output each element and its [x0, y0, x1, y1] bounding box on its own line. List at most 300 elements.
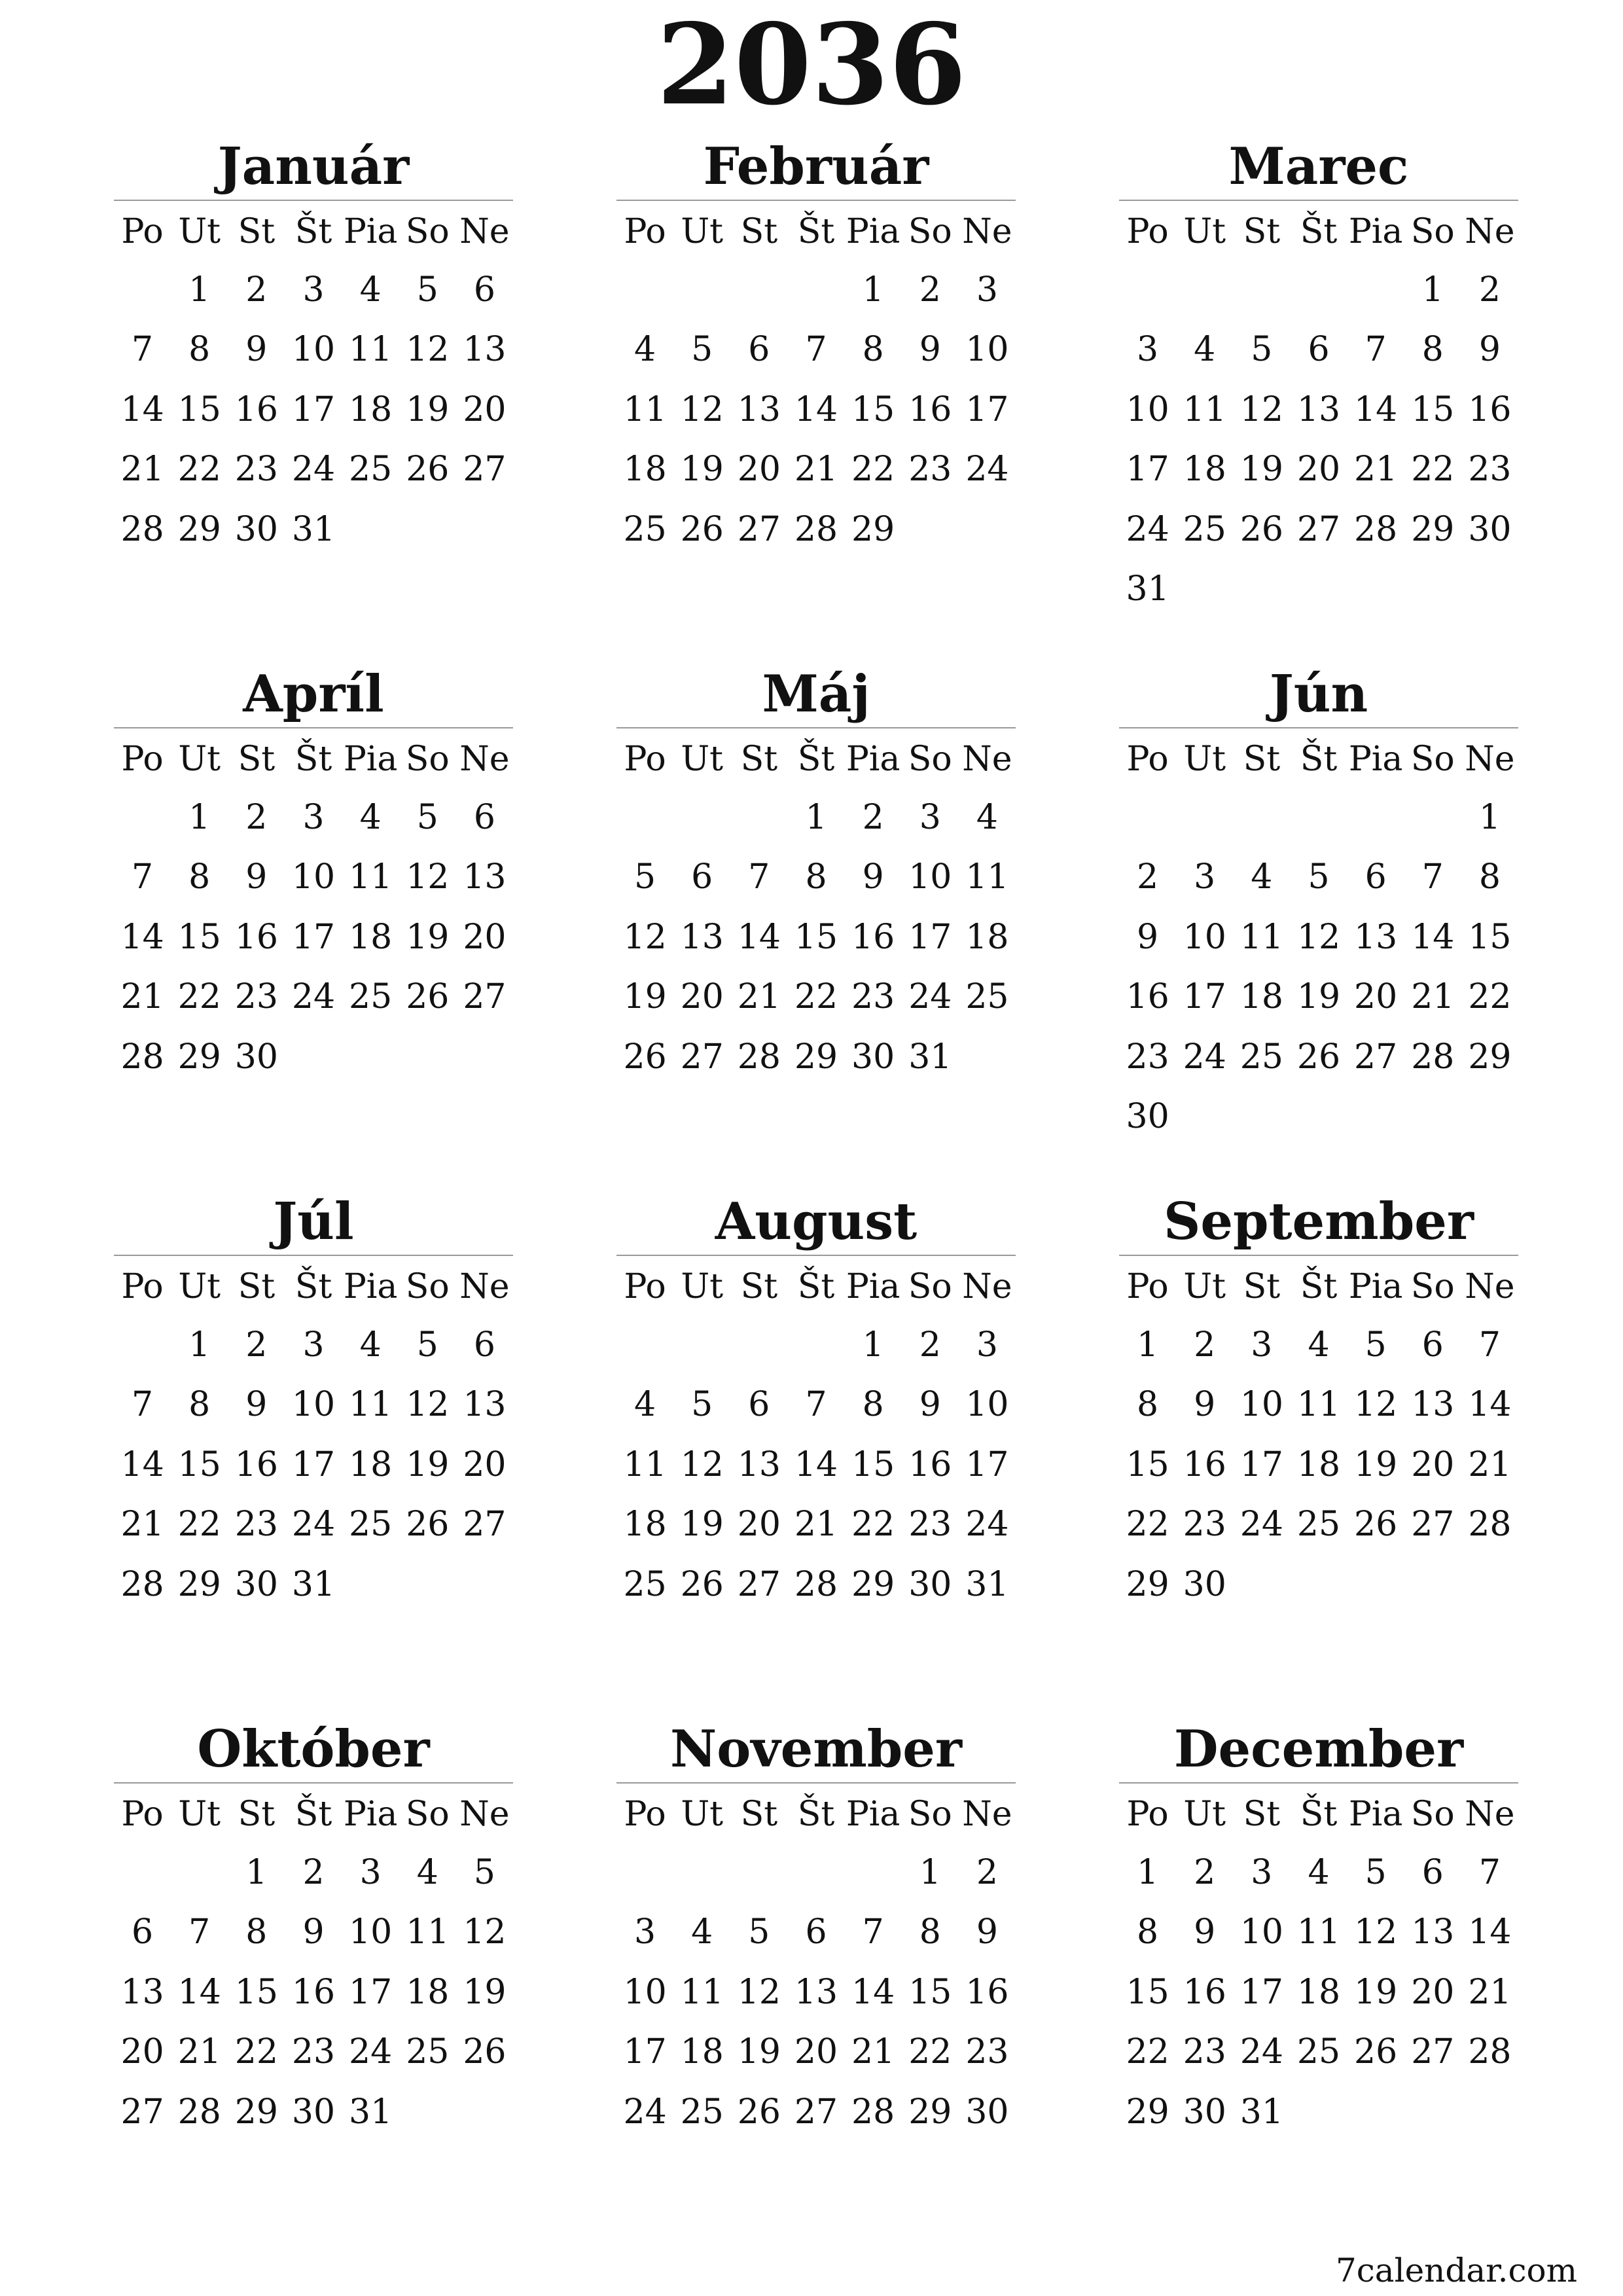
empty-cell	[1404, 560, 1461, 620]
week-row	[1119, 907, 1518, 967]
day-cell: 16	[1183, 1972, 1226, 2012]
month-divider	[616, 200, 1016, 201]
day-cell: 19	[406, 389, 450, 429]
day-cell: 24	[1183, 1037, 1226, 1077]
day-cell: 26	[1354, 1505, 1398, 1545]
day-cell: 12	[623, 917, 667, 957]
weekday-label: St	[1243, 1795, 1281, 1834]
weekday-label: Pia	[343, 1267, 398, 1306]
day-cell: 20	[737, 1505, 781, 1545]
day-cell: 14	[120, 1444, 164, 1484]
week-row	[114, 1903, 513, 1963]
weekday-label: Ut	[1183, 212, 1226, 251]
day-cell: 13	[1354, 917, 1398, 957]
day-cell: 5	[416, 270, 438, 310]
weekday-label: Po	[624, 212, 666, 251]
week-row	[1119, 320, 1518, 380]
day-cell: 9	[302, 1912, 325, 1952]
day-cell: 24	[908, 977, 952, 1017]
day-cell: 29	[1411, 509, 1455, 549]
weekday-label: Št	[1300, 740, 1338, 779]
day-cell: 5	[1364, 1852, 1387, 1892]
day-cell: 5	[1308, 857, 1330, 897]
day-cell: 29	[851, 1564, 895, 1604]
day-cell: 22	[851, 1505, 895, 1545]
week-row	[114, 787, 513, 848]
weekday-label: Ne	[1465, 1795, 1515, 1834]
week-row	[616, 440, 1016, 500]
day-cell: 26	[1354, 2032, 1398, 2072]
day-cell: 8	[188, 1385, 211, 1425]
empty-cell	[730, 1315, 787, 1375]
weekday-label: So	[908, 212, 952, 251]
day-cell: 29	[177, 509, 221, 549]
month-block	[114, 662, 513, 1087]
day-cell: 27	[737, 509, 781, 549]
day-cell: 7	[188, 1912, 211, 1952]
day-cell: 5	[473, 1852, 495, 1892]
day-cell: 29	[1126, 2092, 1169, 2132]
week-row	[114, 499, 513, 560]
day-cell: 9	[1478, 330, 1501, 370]
day-cell: 24	[1126, 509, 1169, 549]
month-divider	[1119, 1782, 1518, 1784]
weekday-label: So	[405, 1795, 450, 1834]
day-cell: 4	[1308, 1852, 1330, 1892]
day-cell: 30	[1183, 1564, 1226, 1604]
day-cell: 30	[234, 1564, 278, 1604]
day-cell: 12	[463, 1912, 507, 1952]
day-cell: 9	[1137, 917, 1159, 957]
day-cell: 6	[473, 270, 495, 310]
weekday-label: Po	[1126, 212, 1169, 251]
day-cell: 1	[862, 270, 884, 310]
weekday-label: Po	[1126, 1267, 1169, 1306]
day-cell: 9	[245, 330, 268, 370]
day-cell: 23	[1183, 1505, 1226, 1545]
day-cell: 2	[1194, 1325, 1216, 1365]
day-cell: 29	[177, 1564, 221, 1604]
day-cell: 8	[1478, 857, 1501, 897]
empty-cell	[114, 1315, 171, 1375]
day-cell: 10	[291, 330, 336, 370]
day-cell: 15	[1468, 917, 1512, 957]
day-cell: 4	[1308, 1325, 1330, 1365]
day-cell: 2	[245, 270, 268, 310]
day-cell: 2	[245, 1325, 268, 1365]
day-cell: 27	[1354, 1037, 1398, 1077]
month-name: Február	[703, 137, 929, 196]
weekday-label: Po	[624, 1267, 666, 1306]
day-cell: 12	[737, 1972, 781, 2012]
week-row	[114, 1495, 513, 1555]
day-cell: 21	[794, 1505, 838, 1545]
day-cell: 13	[463, 1385, 507, 1425]
day-cell: 6	[132, 1912, 154, 1952]
day-cell: 16	[1468, 389, 1512, 429]
weekday-label: Ne	[962, 740, 1012, 779]
month-name: November	[669, 1719, 963, 1779]
week-row	[616, 1027, 1016, 1087]
day-cell: 13	[1296, 389, 1341, 429]
day-cell: 17	[965, 1444, 1009, 1484]
empty-cell	[1233, 1554, 1290, 1615]
day-cell: 5	[691, 1385, 713, 1425]
empty-cell	[1290, 2082, 1347, 2142]
week-row	[616, 2082, 1016, 2142]
day-cell: 4	[976, 797, 998, 837]
day-cell: 3	[976, 270, 998, 310]
day-cell: 17	[1240, 1444, 1283, 1484]
weekday-label: Ut	[681, 1267, 724, 1306]
day-cell: 25	[349, 1505, 393, 1545]
day-cell: 18	[965, 917, 1009, 957]
empty-cell	[342, 499, 399, 560]
day-cell: 18	[349, 917, 393, 957]
empty-cell	[1290, 1087, 1347, 1147]
day-cell: 20	[1296, 450, 1341, 490]
day-cell: 2	[1194, 1852, 1216, 1892]
weekday-header-row	[1119, 1786, 1518, 1842]
day-cell: 13	[737, 1444, 781, 1484]
month-block	[1119, 134, 1518, 619]
day-cell: 27	[680, 1037, 724, 1077]
day-cell: 22	[177, 1505, 221, 1545]
month-name: Júl	[273, 1192, 354, 1251]
week-row	[616, 260, 1016, 320]
weekday-header-row	[114, 1786, 513, 1842]
week-row	[114, 260, 513, 320]
day-cell: 20	[794, 2032, 838, 2072]
weekday-label: Št	[1300, 1267, 1338, 1306]
day-cell: 14	[120, 917, 164, 957]
day-cell: 10	[965, 1385, 1009, 1425]
month-divider	[114, 1255, 513, 1256]
empty-cell	[1347, 260, 1404, 320]
weekday-label: So	[405, 1267, 450, 1306]
day-cell: 7	[1478, 1852, 1501, 1892]
day-cell: 3	[302, 797, 325, 837]
day-cell: 7	[748, 857, 770, 897]
week-row	[616, 1962, 1016, 2022]
weekday-label: Ut	[178, 740, 221, 779]
day-cell: 12	[406, 1385, 450, 1425]
weekday-header-row	[114, 1259, 513, 1315]
weekday-label: Po	[121, 1267, 164, 1306]
day-cell: 27	[737, 1564, 781, 1604]
day-cell: 22	[1126, 1505, 1169, 1545]
day-cell: 17	[908, 917, 952, 957]
empty-cell	[845, 1842, 902, 1903]
empty-cell	[959, 1027, 1016, 1087]
day-cell: 15	[177, 389, 221, 429]
day-cell: 28	[851, 2092, 895, 2132]
weekday-label: Po	[1126, 1795, 1169, 1834]
day-cell: 1	[188, 797, 211, 837]
day-cell: 5	[416, 797, 438, 837]
day-cell: 24	[349, 2032, 393, 2072]
weekday-header-row	[616, 1786, 1016, 1842]
day-cell: 1	[919, 1852, 941, 1892]
week-row	[1119, 1027, 1518, 1087]
month-block	[1119, 1189, 1518, 1615]
weekday-label: Ne	[459, 740, 510, 779]
empty-cell	[787, 260, 844, 320]
weekday-label: St	[740, 1267, 778, 1306]
day-cell: 19	[406, 917, 450, 957]
day-cell: 18	[680, 2032, 724, 2072]
day-cell: 7	[1364, 330, 1387, 370]
day-cell: 8	[188, 857, 211, 897]
day-cell: 3	[1137, 330, 1159, 370]
day-cell: 14	[794, 1444, 838, 1484]
weekday-label: Št	[294, 740, 332, 779]
day-cell: 27	[794, 2092, 838, 2132]
day-cell: 8	[1137, 1385, 1159, 1425]
day-cell: 14	[737, 917, 781, 957]
day-cell: 19	[737, 2032, 781, 2072]
day-cell: 6	[1364, 857, 1387, 897]
day-cell: 28	[120, 1037, 164, 1077]
week-row	[616, 320, 1016, 380]
empty-cell	[1233, 787, 1290, 848]
day-cell: 17	[291, 389, 336, 429]
day-cell: 3	[302, 270, 325, 310]
empty-cell	[1233, 260, 1290, 320]
week-row	[1119, 380, 1518, 440]
empty-cell	[1233, 560, 1290, 620]
day-cell: 16	[234, 389, 278, 429]
day-cell: 26	[406, 977, 450, 1017]
weekday-label: Pia	[343, 1795, 398, 1834]
day-cell: 30	[1468, 509, 1512, 549]
weekday-label: St	[1243, 740, 1281, 779]
month-table	[616, 731, 1016, 1087]
day-cell: 31	[291, 509, 336, 549]
day-cell: 5	[634, 857, 656, 897]
weekday-label: Po	[624, 740, 666, 779]
day-cell: 14	[1411, 917, 1455, 957]
weekday-label: Ut	[178, 212, 221, 251]
week-row	[1119, 1903, 1518, 1963]
day-cell: 21	[120, 450, 164, 490]
day-cell: 3	[1194, 857, 1216, 897]
week-row	[616, 1435, 1016, 1495]
day-cell: 6	[1421, 1852, 1444, 1892]
day-cell: 7	[862, 1912, 884, 1952]
day-cell: 30	[851, 1037, 895, 1077]
week-row	[616, 1375, 1016, 1435]
day-cell: 5	[748, 1912, 770, 1952]
month-table	[114, 1786, 513, 2142]
day-cell: 20	[1411, 1444, 1455, 1484]
day-cell: 16	[234, 1444, 278, 1484]
weekday-label: Št	[294, 212, 332, 251]
day-cell: 2	[862, 797, 884, 837]
empty-cell	[1290, 787, 1347, 848]
day-cell: 23	[234, 450, 278, 490]
weekday-label: So	[908, 740, 952, 779]
day-cell: 14	[120, 389, 164, 429]
empty-cell	[399, 1554, 456, 1615]
weekday-label: So	[908, 1795, 952, 1834]
empty-cell	[1404, 787, 1461, 848]
week-row	[1119, 1435, 1518, 1495]
day-cell: 30	[908, 1564, 952, 1604]
day-cell: 29	[851, 509, 895, 549]
day-cell: 13	[463, 857, 507, 897]
day-cell: 8	[919, 1912, 941, 1952]
day-cell: 4	[691, 1912, 713, 1952]
day-cell: 28	[120, 1564, 164, 1604]
day-cell: 28	[177, 2092, 221, 2132]
day-cell: 10	[1240, 1385, 1283, 1425]
day-cell: 6	[473, 797, 495, 837]
day-cell: 1	[1137, 1325, 1159, 1365]
weekday-label: Pia	[343, 212, 398, 251]
week-row	[616, 499, 1016, 560]
month-divider	[616, 1782, 1016, 1784]
week-row	[1119, 2082, 1518, 2142]
month-block	[1119, 662, 1518, 1147]
weekday-label: Št	[797, 1267, 835, 1306]
week-row	[1119, 1375, 1518, 1435]
day-cell: 12	[1240, 389, 1283, 429]
day-cell: 18	[1296, 1444, 1341, 1484]
weekday-label: Ne	[962, 1267, 1012, 1306]
day-cell: 9	[976, 1912, 998, 1952]
day-cell: 4	[634, 1385, 656, 1425]
day-cell: 31	[908, 1037, 952, 1077]
day-cell: 11	[623, 389, 667, 429]
month-name: September	[1164, 1192, 1474, 1251]
week-row	[1119, 967, 1518, 1028]
day-cell: 20	[120, 2032, 164, 2072]
day-cell: 13	[737, 389, 781, 429]
day-cell: 15	[177, 917, 221, 957]
day-cell: 5	[691, 330, 713, 370]
day-cell: 8	[862, 330, 884, 370]
day-cell: 7	[1478, 1325, 1501, 1365]
day-cell: 4	[1251, 857, 1273, 897]
day-cell: 28	[1354, 509, 1398, 549]
day-cell: 7	[1421, 857, 1444, 897]
month-table	[114, 1259, 513, 1615]
day-cell: 25	[1183, 509, 1226, 549]
month-divider	[114, 1782, 513, 1784]
day-cell: 1	[1421, 270, 1444, 310]
month-block	[616, 662, 1016, 1087]
month-table	[114, 731, 513, 1087]
day-cell: 15	[851, 1444, 895, 1484]
day-cell: 16	[908, 389, 952, 429]
day-cell: 28	[1468, 1505, 1512, 1545]
day-cell: 13	[120, 1972, 164, 2012]
month-divider	[114, 727, 513, 728]
month-name: Máj	[762, 664, 870, 724]
day-cell: 11	[1240, 917, 1283, 957]
month-table	[1119, 1259, 1518, 1615]
month-name: December	[1173, 1719, 1464, 1779]
day-cell: 1	[245, 1852, 268, 1892]
day-cell: 4	[359, 1325, 382, 1365]
empty-cell	[1347, 560, 1404, 620]
day-cell: 17	[291, 917, 336, 957]
day-cell: 24	[965, 1505, 1009, 1545]
week-row	[1119, 787, 1518, 848]
month-table	[616, 1786, 1016, 2142]
week-row	[114, 380, 513, 440]
day-cell: 24	[291, 450, 336, 490]
weekday-label: St	[238, 1267, 276, 1306]
day-cell: 25	[349, 450, 393, 490]
day-cell: 26	[680, 1564, 724, 1604]
weekday-label: Po	[624, 1795, 666, 1834]
empty-cell	[1347, 2082, 1404, 2142]
week-row	[114, 1027, 513, 1087]
empty-cell	[1290, 560, 1347, 620]
day-cell: 17	[1126, 450, 1169, 490]
day-cell: 23	[965, 2032, 1009, 2072]
day-cell: 27	[463, 450, 507, 490]
empty-cell	[114, 260, 171, 320]
empty-cell	[730, 1842, 787, 1903]
empty-cell	[1176, 787, 1233, 848]
day-cell: 15	[177, 1444, 221, 1484]
day-cell: 23	[234, 1505, 278, 1545]
month-table	[616, 1259, 1016, 1615]
day-cell: 21	[120, 1505, 164, 1545]
empty-cell	[1176, 1087, 1233, 1147]
day-cell: 18	[623, 1505, 667, 1545]
day-cell: 11	[349, 330, 393, 370]
day-cell: 30	[291, 2092, 336, 2132]
weekday-label: So	[1410, 1795, 1455, 1834]
month-table	[1119, 1786, 1518, 2142]
weekday-label: So	[405, 740, 450, 779]
day-cell: 12	[680, 389, 724, 429]
day-cell: 16	[291, 1972, 336, 2012]
day-cell: 18	[1240, 977, 1283, 1017]
month-divider	[616, 727, 1016, 728]
day-cell: 6	[473, 1325, 495, 1365]
day-cell: 7	[132, 1385, 154, 1425]
day-cell: 15	[234, 1972, 278, 2012]
week-row	[1119, 440, 1518, 500]
day-cell: 5	[416, 1325, 438, 1365]
day-cell: 6	[748, 330, 770, 370]
day-cell: 15	[794, 917, 838, 957]
day-cell: 25	[406, 2032, 450, 2072]
week-row	[114, 1962, 513, 2022]
month-divider	[1119, 1255, 1518, 1256]
weekday-label: Ut	[681, 212, 724, 251]
week-row	[1119, 499, 1518, 560]
day-cell: 25	[623, 1564, 667, 1604]
day-cell: 3	[359, 1852, 382, 1892]
day-cell: 31	[1240, 2092, 1283, 2132]
day-cell: 28	[1411, 1037, 1455, 1077]
empty-cell	[673, 260, 730, 320]
day-cell: 4	[359, 270, 382, 310]
day-cell: 22	[177, 450, 221, 490]
weekday-label: Ut	[178, 1267, 221, 1306]
day-cell: 7	[132, 857, 154, 897]
day-cell: 3	[1251, 1325, 1273, 1365]
day-cell: 3	[634, 1912, 656, 1952]
empty-cell	[616, 1315, 673, 1375]
day-cell: 18	[349, 389, 393, 429]
